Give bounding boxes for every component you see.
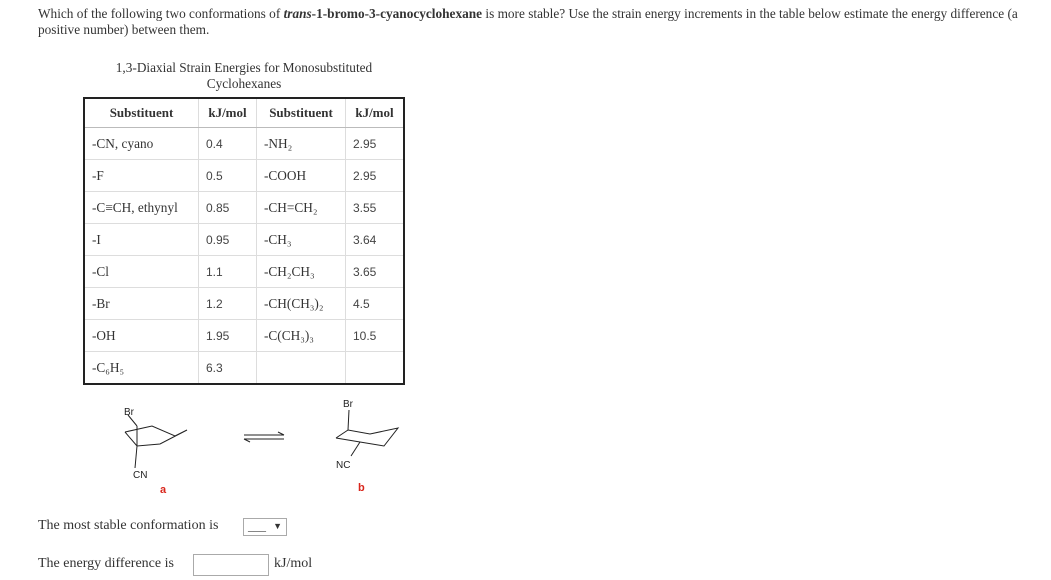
chevron-down-icon: ▼ <box>273 521 282 531</box>
table-cell: -Br <box>84 288 199 320</box>
conformation-a-top-group: Br <box>124 407 134 418</box>
question-part-1: Which of the following two conformations of <box>38 6 284 21</box>
table-cell: -C(CH₃)₃ <box>257 320 346 352</box>
conformation-a-bottom-group: CN <box>133 470 148 481</box>
header-kjmol-1: kJ/mol <box>199 98 257 128</box>
conformation-a-structure[interactable] <box>100 400 210 500</box>
conformation-b-top-group: Br <box>343 399 353 410</box>
table-cell: 1.1 <box>199 256 257 288</box>
table-cell: 4.5 <box>346 288 405 320</box>
conformation-b-structure[interactable] <box>318 396 418 496</box>
table-cell: -I <box>84 224 199 256</box>
table-cell: 3.55 <box>346 192 405 224</box>
table-cell: 0.85 <box>199 192 257 224</box>
question-compound-stereo: trans <box>283 6 312 21</box>
strain-energy-table <box>83 97 405 385</box>
table-cell: -OH <box>84 320 199 352</box>
table-row <box>84 320 404 352</box>
header-substituent-2: Substituent <box>257 98 346 128</box>
table-cell: -C₆H₅ <box>84 352 199 385</box>
header-kjmol-2: kJ/mol <box>346 98 405 128</box>
conformation-b-bottom-group: NC <box>336 460 351 471</box>
energy-difference-input[interactable] <box>193 554 269 576</box>
table-cell: -CH₂CH₃ <box>257 256 346 288</box>
equilibrium-arrows-icon <box>240 430 288 444</box>
table-row <box>84 192 404 224</box>
stable-prompt: The most stable conformation is <box>38 518 219 533</box>
stable-conformation-value: ___ <box>248 519 266 533</box>
table-cell: 0.5 <box>199 160 257 192</box>
table-row <box>84 288 404 320</box>
table-row <box>84 352 404 385</box>
table-cell: -CH₃ <box>257 224 346 256</box>
question-part-3: is more stable? Use the strain energy increments in the table below estimate the energy difference (a positive number) between them. <box>38 6 1018 37</box>
table-row <box>84 128 404 160</box>
table-cell: -CH(CH₃)₂ <box>257 288 346 320</box>
table-cell: -Cl <box>84 256 199 288</box>
table-row <box>84 256 404 288</box>
table-cell: -F <box>84 160 199 192</box>
table-cell: 6.3 <box>199 352 257 385</box>
table-cell: 3.64 <box>346 224 405 256</box>
table-cell <box>257 352 346 385</box>
table-cell: -NH₂ <box>257 128 346 160</box>
table-row <box>84 160 404 192</box>
question-compound-name: -1-bromo-3-cyanocyclohexane <box>311 6 483 21</box>
table-cell: -CN, cyano <box>84 128 199 160</box>
table-cell: 1.95 <box>199 320 257 352</box>
table-cell: 2.95 <box>346 128 405 160</box>
energy-prompt: The energy difference is <box>38 556 174 571</box>
table-row <box>84 224 404 256</box>
table-cell: 10.5 <box>346 320 405 352</box>
conformation-b-label: b <box>358 482 365 494</box>
table-cell: -COOH <box>257 160 346 192</box>
table-cell: 2.95 <box>346 160 405 192</box>
question-text <box>38 6 1038 38</box>
table-cell: -CH=CH₂ <box>257 192 346 224</box>
table-cell: 0.95 <box>199 224 257 256</box>
table-cell: 0.4 <box>199 128 257 160</box>
table-cell: -C≡CH, ethynyl <box>84 192 199 224</box>
header-substituent-1: Substituent <box>84 98 199 128</box>
table-cell <box>346 352 405 385</box>
table-caption: 1,3-Diaxial Strain Energies for Monosubstituted Cyclohexanes <box>115 60 373 91</box>
energy-unit: kJ/mol <box>274 556 313 571</box>
table-header-row <box>84 98 404 128</box>
table-cell: 1.2 <box>199 288 257 320</box>
conformation-a-label: a <box>160 484 167 496</box>
table-cell: 3.65 <box>346 256 405 288</box>
stable-conformation-select[interactable] <box>243 518 287 536</box>
